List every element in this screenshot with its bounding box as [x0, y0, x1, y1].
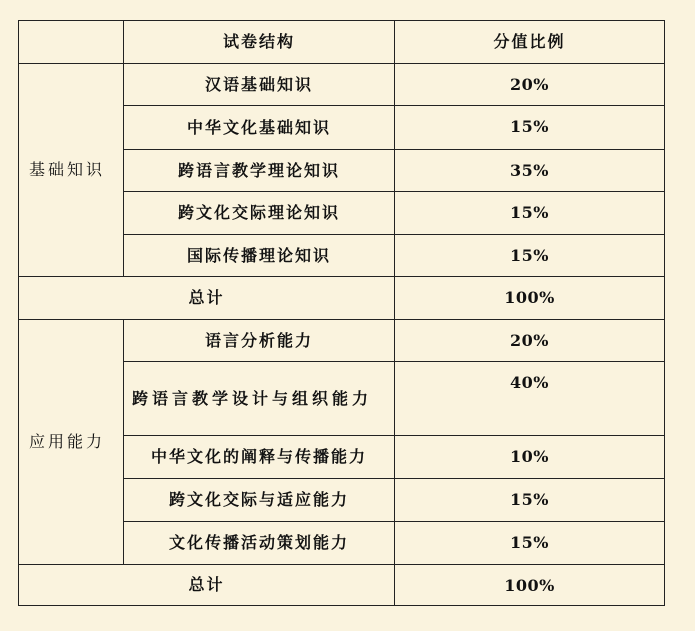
item-label: 中华文化基础知识	[124, 106, 395, 150]
item-value: 15%	[395, 106, 665, 150]
item-value: 15%	[395, 192, 665, 235]
total-row	[19, 277, 665, 320]
item-value: 35%	[395, 150, 665, 192]
header-structure: 试卷结构	[124, 21, 395, 64]
item-label: 跨语言教学设计与组织能力	[124, 362, 395, 436]
item-value: 15%	[395, 479, 665, 522]
item-label: 跨语言教学理论知识	[124, 150, 395, 192]
item-value: 10%	[395, 436, 665, 479]
header-row	[19, 21, 665, 64]
item-label: 中华文化的阐释与传播能力	[124, 436, 395, 479]
header-corner-cell	[19, 21, 124, 64]
item-value: 40%	[395, 362, 665, 436]
category-applied-ability: 应用能力	[19, 320, 124, 565]
header-score-ratio: 分值比例	[395, 21, 665, 64]
item-value: 20%	[395, 64, 665, 106]
table-row	[19, 64, 665, 106]
total-label: 总计	[19, 277, 395, 320]
total-label: 总计	[19, 565, 395, 606]
item-label: 国际传播理论知识	[124, 235, 395, 277]
item-value: 15%	[395, 235, 665, 277]
item-label: 文化传播活动策划能力	[124, 522, 395, 565]
total-value: 100%	[395, 277, 665, 320]
total-row	[19, 565, 665, 606]
category-basic-knowledge: 基础知识	[19, 64, 124, 277]
item-label: 语言分析能力	[124, 320, 395, 362]
item-label: 汉语基础知识	[124, 64, 395, 106]
exam-structure-table	[18, 20, 665, 606]
item-value: 15%	[395, 522, 665, 565]
item-value: 20%	[395, 320, 665, 362]
item-label: 跨文化交际与适应能力	[124, 479, 395, 522]
table-row	[19, 320, 665, 362]
item-label: 跨文化交际理论知识	[124, 192, 395, 235]
total-value: 100%	[395, 565, 665, 606]
